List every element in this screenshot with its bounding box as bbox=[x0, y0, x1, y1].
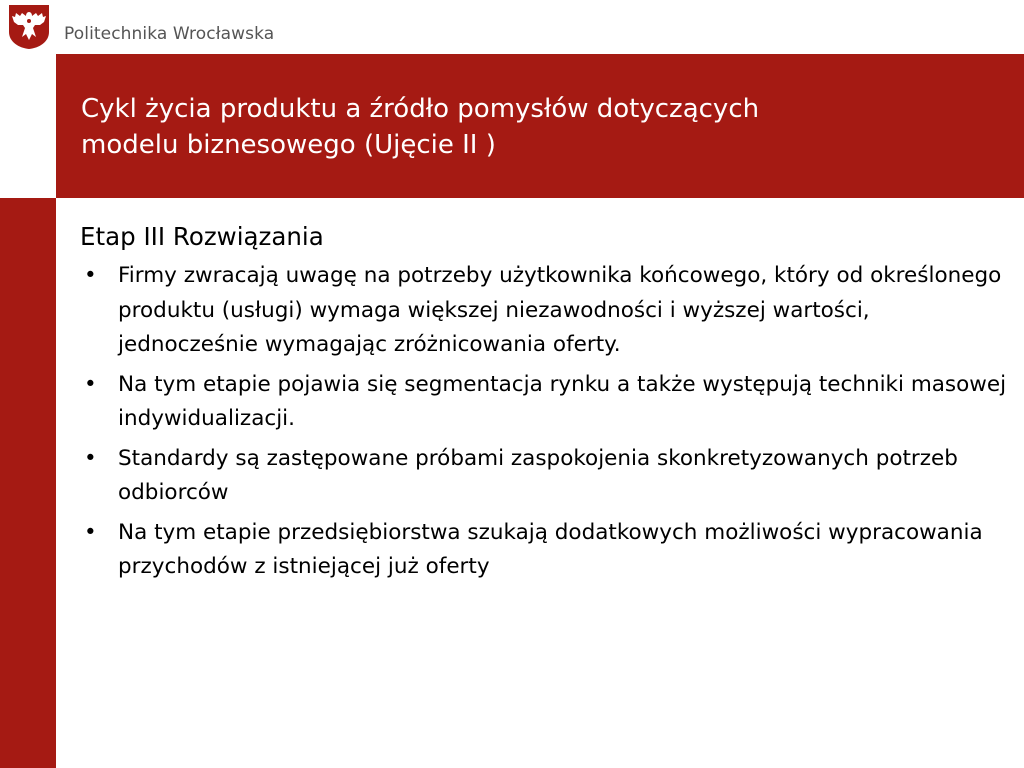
section-subheading: Etap III Rozwiązania bbox=[80, 222, 324, 251]
bullet-text: Firmy zwracają uwagę na potrzeby użytkownika końcowego, który od określonego produktu (usługi) wymaga większej niezawodności i wyższej wartości, jednocześnie wymagając zróżnicowania oferty. bbox=[118, 263, 1002, 357]
bullet-text: Na tym etapie pojawia się segmentacja rynku a także występują techniki masowej indywidualizacji. bbox=[118, 371, 1007, 431]
eagle-emblem-icon bbox=[8, 4, 50, 50]
bullet-item bbox=[80, 442, 1010, 511]
bullet-icon: • bbox=[84, 263, 97, 288]
left-accent-bar bbox=[0, 198, 56, 768]
slide-title bbox=[81, 91, 981, 163]
bullet-item bbox=[80, 516, 1010, 585]
university-logo bbox=[8, 2, 274, 52]
bullet-icon: • bbox=[84, 445, 97, 471]
bullet-icon: • bbox=[84, 371, 97, 397]
bullet-item bbox=[80, 368, 1010, 437]
bullet-icon: • bbox=[84, 519, 97, 545]
slide-title-line-1: Cykl życia produktu a źródło pomysłów dotyczących bbox=[81, 94, 760, 124]
bullet-item bbox=[80, 259, 1010, 363]
title-bar bbox=[56, 54, 1024, 198]
bullet-list bbox=[80, 259, 1010, 585]
slide-content bbox=[80, 218, 1010, 590]
university-name: Politechnika Wrocławska bbox=[64, 24, 275, 44]
bullet-text: Standardy są zastępowane próbami zaspokojenia skonkretyzowanych potrzeb odbiorców bbox=[118, 445, 958, 505]
slide-title-line-2: modelu biznesowego (Ujęcie II ) bbox=[81, 130, 496, 160]
bullet-text: Na tym etapie przedsiębiorstwa szukają dodatkowych możliwości wypracowania przychodów z istniejącej już oferty bbox=[118, 519, 983, 579]
